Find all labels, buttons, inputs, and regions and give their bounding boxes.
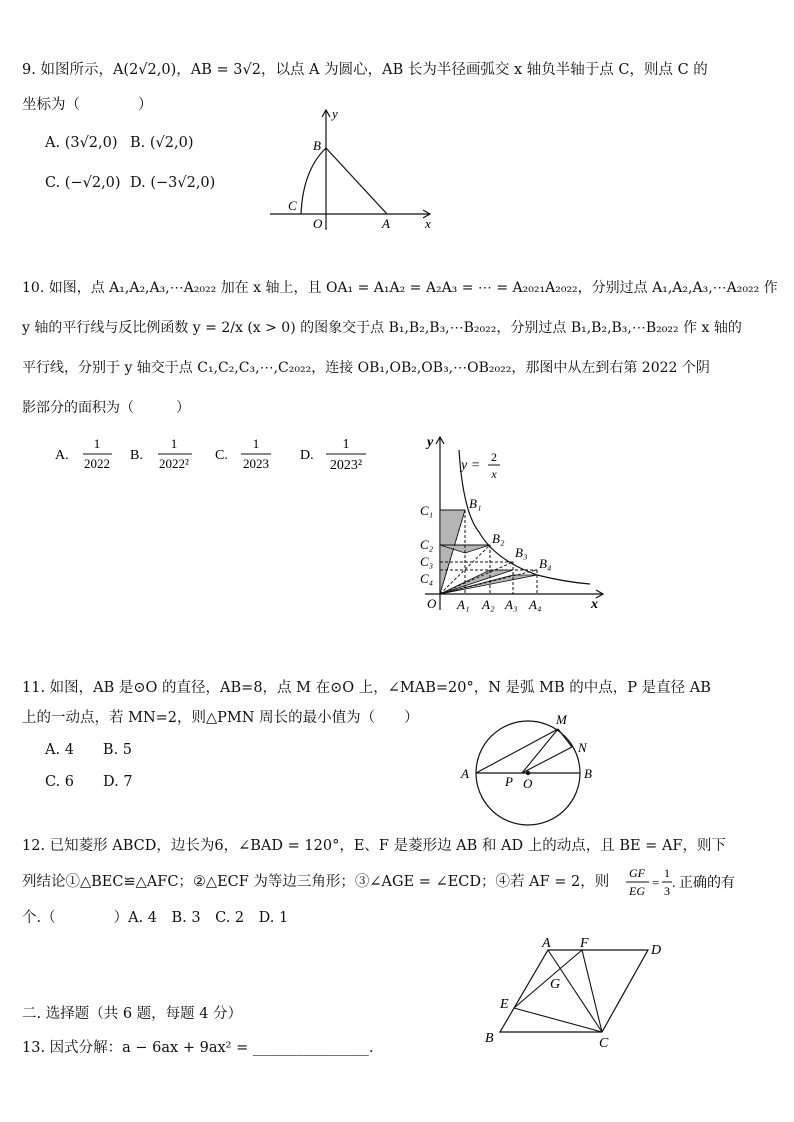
q10-opt-a-den: 2022 [84,456,110,471]
q10-opt-b-label: B. [130,448,143,463]
q9-option-d: D. (−3√2,0) [130,175,216,191]
q10-opt-d-num: 1 [342,437,350,452]
q10-opt-b-den: 2022² [159,456,189,471]
q13 [22,1038,373,1058]
q11-label-a: A [461,766,469,781]
q13-text: 13. 因式分解：a − 6ax + 9ax² = [22,1040,249,1056]
q11-label-m: M [556,712,567,727]
q12-label-d: D [651,943,662,958]
q10-label-a4: A₄ [529,597,542,612]
q12-frac-den: EG [629,884,645,898]
q12-fraction [625,862,745,902]
q12-line3: 个.（ ）A. 4 B. 3 C. 2 D. 1 [22,910,289,926]
q10-line2: y 轴的平行线与反比例函数 y = 2/x (x > 0) 的图象交于点 B₁,B₂,B₃,⋯B₂₀₂₂，分别过点 B₁,B₂,B₃,⋯B₂₀₂₂ 作 x 轴的 [22,320,742,336]
q12-label-f: F [580,936,589,951]
section-2-heading: 二. 选择题（共 6 题，每题 4 分） [22,1006,243,1022]
q12-frac2-num: 1 [664,866,670,880]
q12-line2 [22,872,609,892]
q10-opt-c-den: 2023 [243,456,269,471]
q10-line1: 10. 如图，点 A₁,A₂,A₃,⋯A₂₀₂₂ 加在 x 轴上，且 OA₁ = A₁A₂ = A₂A₃ = ⋯ = A₂₀₂₁A₂₀₂₂，分别过点 A₁,A₂,A₃,⋯A₂₀₂₂ 作 [22,280,778,296]
q12-line2-text: 列结论①△BEC≌△AFC；②△ECF 为等边三角形；③∠AGE = ∠ECD；④若 AF = 2，则 [22,874,610,890]
q10-label-b4: B₄ [539,556,552,571]
q10-label-a2: A₂ [482,597,495,612]
q12-frac-eq: = [652,875,660,890]
q10-label-c2: C₂ [420,537,434,552]
q10-label-x: x [591,597,598,612]
q10-label-o: O [427,596,437,611]
q10-opt-a-label: A. [55,448,69,463]
q10-fn-y: y = [461,458,481,473]
q11-line1: 11. 如图，AB 是⊙O 的直径，AB=8，点 M 在⊙O 上，∠MAB=20°，N 是弧 MB 的中点，P 是直径 AB [22,680,711,696]
q11-label-o: O [523,776,533,791]
q10-label-y: y [427,435,434,450]
q12-label-e: E [500,997,509,1012]
q9-line2: 坐标为（ ） [22,97,153,113]
q9-option-c: C. (−√2,0) [45,175,121,191]
q10-figure [415,432,610,614]
q11-options-2: C. 6 D. 7 [45,774,133,790]
q10-fn-den: x [491,467,497,481]
q12-frac-num: GF [629,866,645,880]
q10-label-b1: B₁ [469,496,482,511]
q12-line2-end: . 正确的有 [672,876,735,891]
q9-label-o: O [313,216,323,231]
q9-option-a: A. (3√2,0) [45,135,118,151]
q10-label-b2: B₂ [492,531,505,546]
q10-label-c4: C₄ [420,571,434,586]
q12-label-a: A [542,936,551,951]
q9-option-b: B. (√2,0) [130,135,194,151]
q10-label-c3: C₃ [420,554,434,569]
q13-end: . [368,1040,374,1056]
q12-figure [480,932,680,1050]
q11-label-p: P [505,774,513,789]
q10-opt-d-den: 2023² [329,458,363,473]
q10-fn-num: 2 [491,450,497,464]
q11-label-b: B [584,766,592,781]
q10-options [50,432,380,477]
q10-opt-d-label: D. [300,448,314,463]
q9-label-b: B [313,138,321,153]
q10-opt-c-num: 1 [252,436,260,451]
q12-label-g: G [550,977,561,992]
q12-line1: 12. 已知菱形 ABCD，边长为6，∠BAD = 120°，E、F 是菱形边 AB 和 AD 上的动点，且 BE = AF，则下 [22,838,726,854]
q12-frac2-den: 3 [664,884,670,898]
q9-line1: 9. 如图所示，A(2√2,0)，AB = 3√2，以点 A 为圆心，AB 长为半径画弧交 x 轴负半轴于点 C，则点 C 的 [22,62,708,78]
q9-label-y: y [332,106,338,121]
q9-label-c: C [288,198,297,213]
q10-opt-b-num: 1 [170,436,178,451]
q11-figure [455,706,610,830]
q10-label-c1: C₁ [420,503,434,518]
q10-opt-a-num: 1 [93,436,101,451]
q11-label-n: N [578,740,587,755]
q11-options-1: A. 4 B. 5 [45,742,133,758]
q9-label-x: x [425,216,431,231]
q10-label-a3: A₃ [505,597,518,612]
q11-line2: 上的一动点，若 MN=2，则△PMN 周长的最小值为（ ） [22,710,419,726]
q12-label-c: C [599,1036,609,1051]
q10-opt-c-label: C. [215,448,228,463]
q10-label-a1: A₁ [457,597,470,612]
q12-label-b: B [485,1031,494,1046]
q10-line3: 平行线，分别于 y 轴交于点 C₁,C₂,C₃,⋯,C₂₀₂₂，连接 OB₁,OB₂,OB₃,⋯OB₂₀₂₂，那图中从左到右第 2022 个阴 [22,360,710,376]
q9-figure [265,100,440,235]
q9-label-a: A [382,216,390,231]
q10-label-b3: B₃ [515,545,528,560]
q10-line4: 影部分的面积为（ ） [22,400,190,416]
q13-answer-blank[interactable]: ________________ [252,1040,369,1056]
